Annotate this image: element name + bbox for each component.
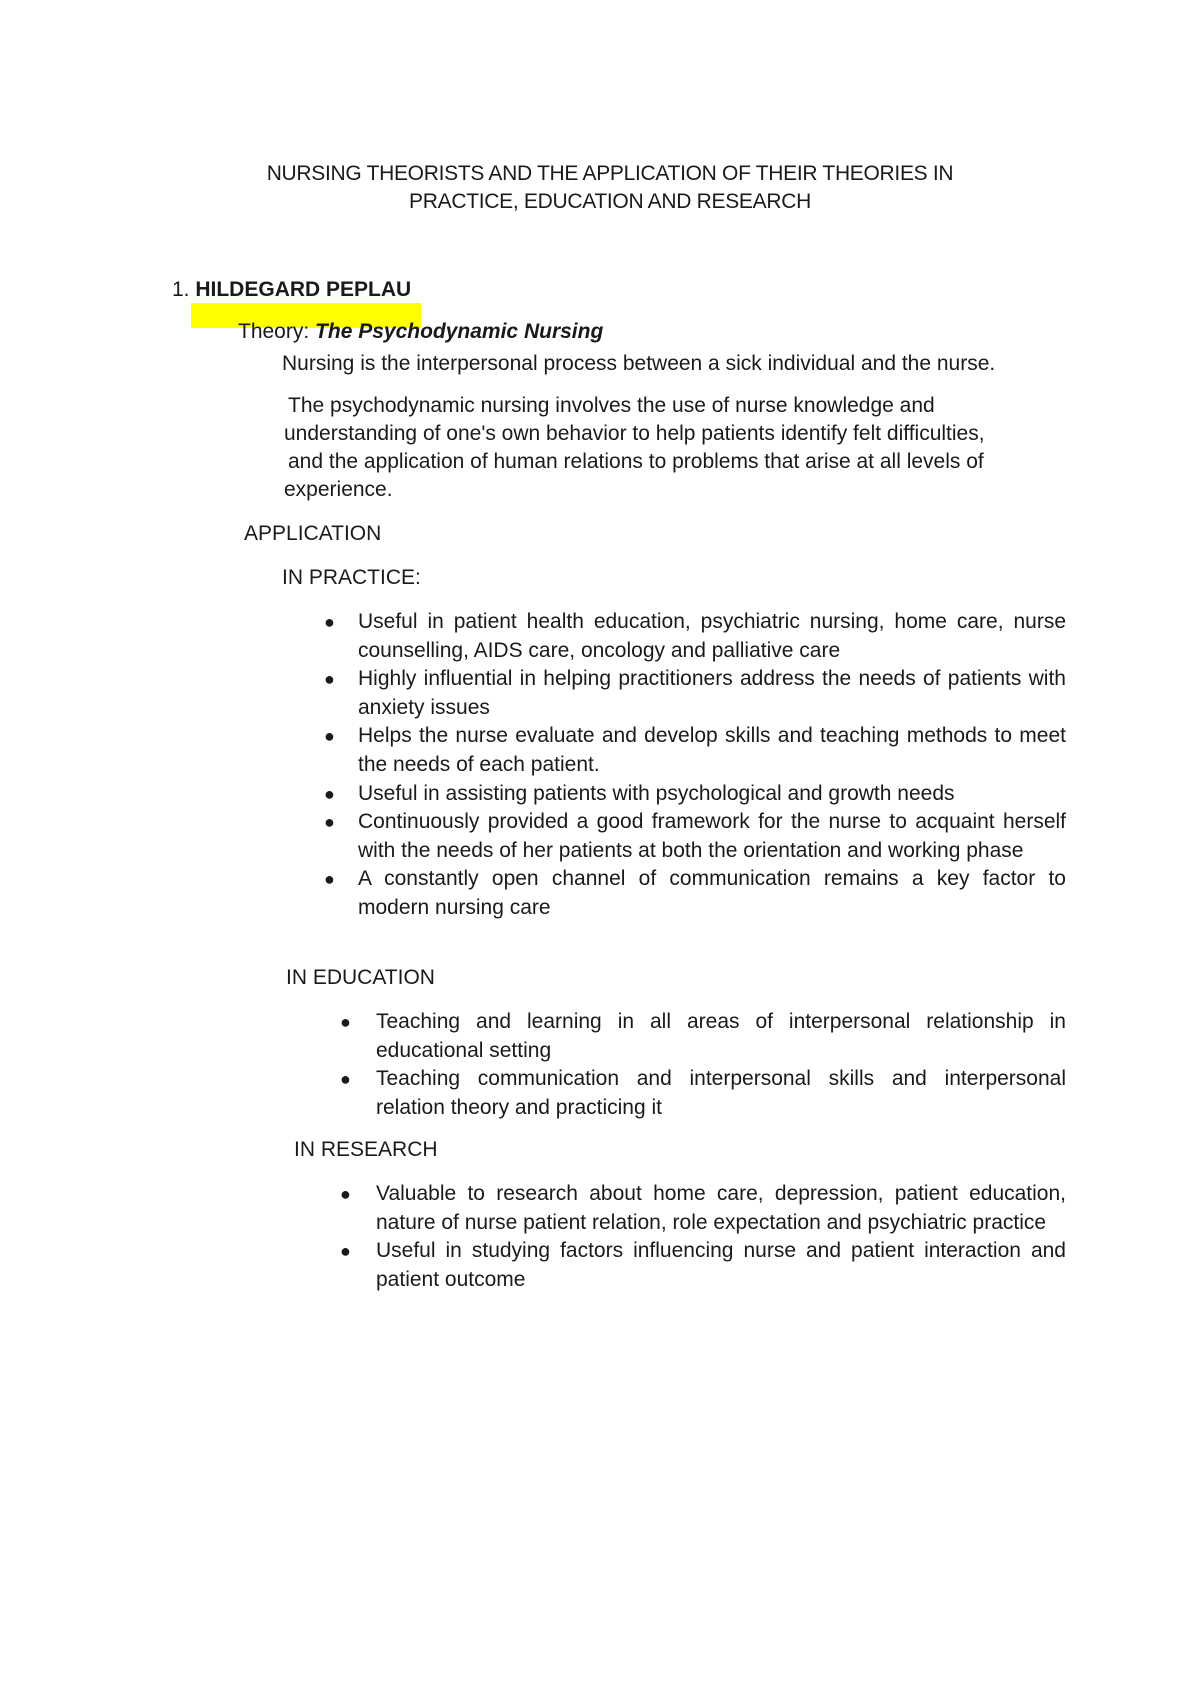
theorist-number: 1. xyxy=(172,278,190,301)
list-item: ● Useful in patient health education, psychiatric nursing, home care, nurse counselling, AIDS care, oncology and palliative care xyxy=(324,610,1066,662)
theorist-heading xyxy=(172,276,411,304)
list-item: ● A constantly open channel of communication remains a key factor to modern nursing care xyxy=(324,867,1066,919)
list-item: ● Helps the nurse evaluate and develop skills and teaching methods to meet the needs of each patient. xyxy=(324,724,1066,776)
practice-heading: IN PRACTICE: xyxy=(282,566,421,589)
theory-name: The Psychodynamic Nursing xyxy=(315,320,604,343)
description-line: and the application of human relations to problems that arise at all levels of xyxy=(288,450,984,473)
bullet-icon: ● xyxy=(340,1184,351,1204)
title-line-2: PRACTICE, EDUCATION AND RESEARCH xyxy=(409,190,811,213)
practice-list xyxy=(324,608,1066,923)
bullet-icon: ● xyxy=(324,669,335,690)
title-line-1: NURSING THEORISTS AND THE APPLICATION OF THEIR THEORIES IN xyxy=(266,162,954,185)
theory-description xyxy=(284,392,1068,504)
description-line: experience. xyxy=(284,478,393,501)
theory-definition: Nursing is the interpersonal process between a sick individual and the nurse. xyxy=(282,352,996,375)
bullet-icon: ● xyxy=(340,1069,351,1090)
document-title xyxy=(200,160,1020,216)
list-item: ● Highly influential in helping practitioners address the needs of patients with anxiety issues xyxy=(324,667,1066,719)
bullet-icon: ● xyxy=(324,812,335,833)
list-item: ● Teaching communication and interpersonal skills and interpersonal relation theory and practicing it xyxy=(340,1067,1066,1119)
bullet-icon: ● xyxy=(324,869,335,890)
list-item: ● Continuously provided a good framework for the nurse to acquaint herself with the needs of her patients at both the orientation and working phase xyxy=(324,810,1066,862)
bullet-icon: ● xyxy=(324,726,335,747)
theorist-name: HILDEGARD PEPLAU xyxy=(195,278,412,301)
bullet-icon: ● xyxy=(324,612,335,632)
list-item: ● Useful in assisting patients with psychological and growth needs xyxy=(358,780,1066,809)
research-list xyxy=(340,1180,1066,1294)
description-line: understanding of one's own behavior to help patients identify felt difficulties, xyxy=(284,422,985,445)
education-heading: IN EDUCATION xyxy=(286,966,435,989)
list-item: ● Useful in studying factors influencing nurse and patient interaction and patient outcome xyxy=(340,1239,1066,1291)
application-heading: APPLICATION xyxy=(244,522,382,545)
bullet-icon: ● xyxy=(340,1241,351,1262)
list-item: ● Teaching and learning in all areas of interpersonal relationship in educational setting xyxy=(340,1010,1066,1062)
research-heading: IN RESEARCH xyxy=(294,1138,438,1161)
bullet-icon: ● xyxy=(340,1012,351,1032)
bullet-icon: ● xyxy=(324,783,335,804)
theory-line xyxy=(238,318,603,346)
education-list xyxy=(340,1008,1066,1122)
description-line: The psychodynamic nursing involves the use of nurse knowledge and xyxy=(288,394,935,417)
list-item: ● Valuable to research about home care, depression, patient education, nature of nurse patient relation, role expectation and psychiatric practice xyxy=(340,1182,1066,1234)
theory-label: Theory: xyxy=(238,320,310,343)
